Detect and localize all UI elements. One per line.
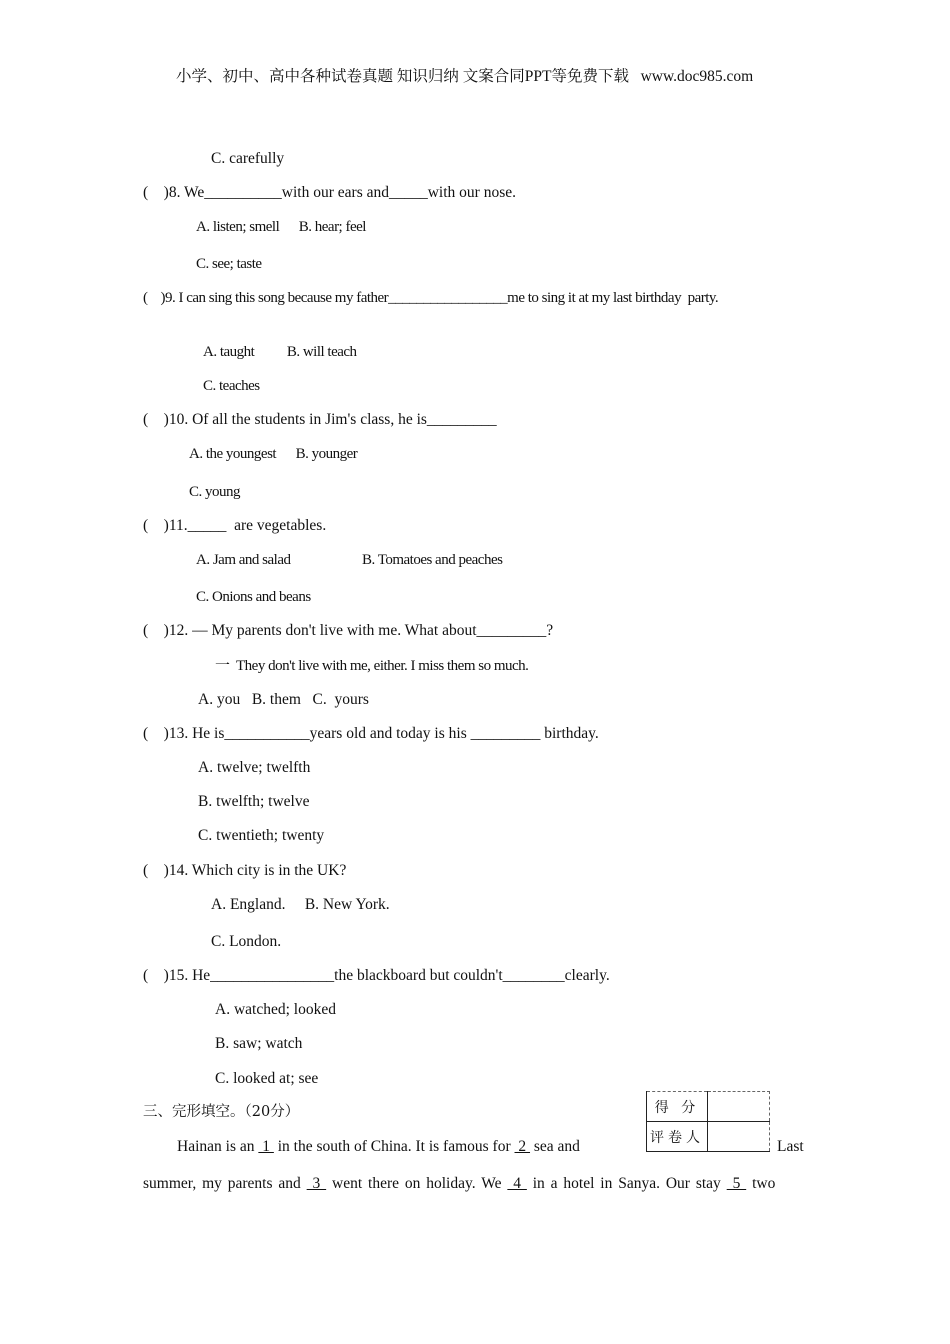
passage-text: two bbox=[746, 1175, 776, 1192]
score-value bbox=[708, 1092, 770, 1122]
passage-text: summer, my parents and bbox=[143, 1175, 307, 1192]
q15-option-b: B. saw; watch bbox=[215, 1035, 303, 1052]
blank-5: 5 bbox=[726, 1175, 747, 1192]
q12-options: A. you B. them C. yours bbox=[198, 691, 369, 708]
q13-option-a: A. twelve; twelfth bbox=[198, 759, 311, 776]
q8-options-ab: A. listen; smell B. hear; feel bbox=[196, 219, 366, 235]
q13-option-b: B. twelfth; twelve bbox=[198, 793, 310, 810]
q9-options-ab: A. taught B. will teach bbox=[203, 344, 357, 360]
grader-label: 评卷人 bbox=[647, 1122, 708, 1152]
question-11: ( )11._____ are vegetables. bbox=[143, 517, 327, 534]
blank-3: 3 bbox=[306, 1175, 327, 1192]
passage-line-2 bbox=[143, 1174, 775, 1194]
passage-line-1-end: Last bbox=[777, 1138, 804, 1155]
passage-text: went there on holiday. We bbox=[326, 1175, 508, 1192]
page-header: 小学、初中、高中各种试卷真题 知识归纳 文案合同PPT等免费下载 www.doc985.com bbox=[176, 68, 754, 85]
score-label: 得 分 bbox=[647, 1092, 708, 1122]
q8-option-c: C. see; taste bbox=[196, 256, 262, 272]
passage-text: in the south of China. It is famous for bbox=[273, 1138, 515, 1155]
q12-response: 一 They don't live with me, either. I miss them so much. bbox=[215, 658, 529, 674]
q14-option-c: C. London. bbox=[211, 933, 282, 950]
passage-line-1 bbox=[177, 1137, 580, 1157]
q15-option-c: C. looked at; see bbox=[215, 1070, 319, 1087]
score-box bbox=[646, 1091, 770, 1152]
q10-option-c: C. young bbox=[189, 484, 241, 500]
question-15: ( )15. He________________the blackboard but couldn't________clearly. bbox=[143, 967, 610, 984]
q11-options-ab: A. Jam and salad B. Tomatoes and peaches bbox=[196, 552, 503, 568]
q13-option-c: C. twentieth; twenty bbox=[198, 827, 325, 844]
question-13: ( )13. He is___________years old and today is his _________ birthday. bbox=[143, 725, 599, 742]
question-12: ( )12. — My parents don't live with me. What about_________? bbox=[143, 622, 554, 639]
q15-option-a: A. watched; looked bbox=[215, 1001, 336, 1018]
question-14: ( )14. Which city is in the UK? bbox=[143, 862, 347, 879]
q9-option-c: C. teaches bbox=[203, 378, 260, 394]
q11-option-c: C. Onions and beans bbox=[196, 589, 311, 605]
passage-text: in a hotel in Sanya. Our stay bbox=[526, 1175, 727, 1192]
blank-4: 4 bbox=[507, 1175, 527, 1192]
question-8: ( )8. We__________with our ears and_____with our nose. bbox=[143, 184, 516, 201]
blank-1: 1 bbox=[258, 1138, 274, 1155]
q7-option-c: C. carefully bbox=[211, 150, 285, 167]
q10-options-ab: A. the youngest B. younger bbox=[189, 446, 358, 462]
blank-2: 2 bbox=[514, 1138, 531, 1155]
grader-value bbox=[708, 1122, 770, 1152]
section-title: 三、完形填空。（20分） bbox=[143, 1104, 300, 1120]
question-10: ( )10. Of all the students in Jim's class, he is_________ bbox=[143, 411, 497, 428]
question-9: ( )9. I can sing this song because my father_________________me to sing it at my last birthday party. bbox=[143, 290, 719, 306]
passage-text: sea and bbox=[530, 1138, 580, 1155]
passage-text: Hainan is an bbox=[177, 1138, 259, 1155]
q14-options-ab: A. England. B. New York. bbox=[211, 896, 390, 913]
